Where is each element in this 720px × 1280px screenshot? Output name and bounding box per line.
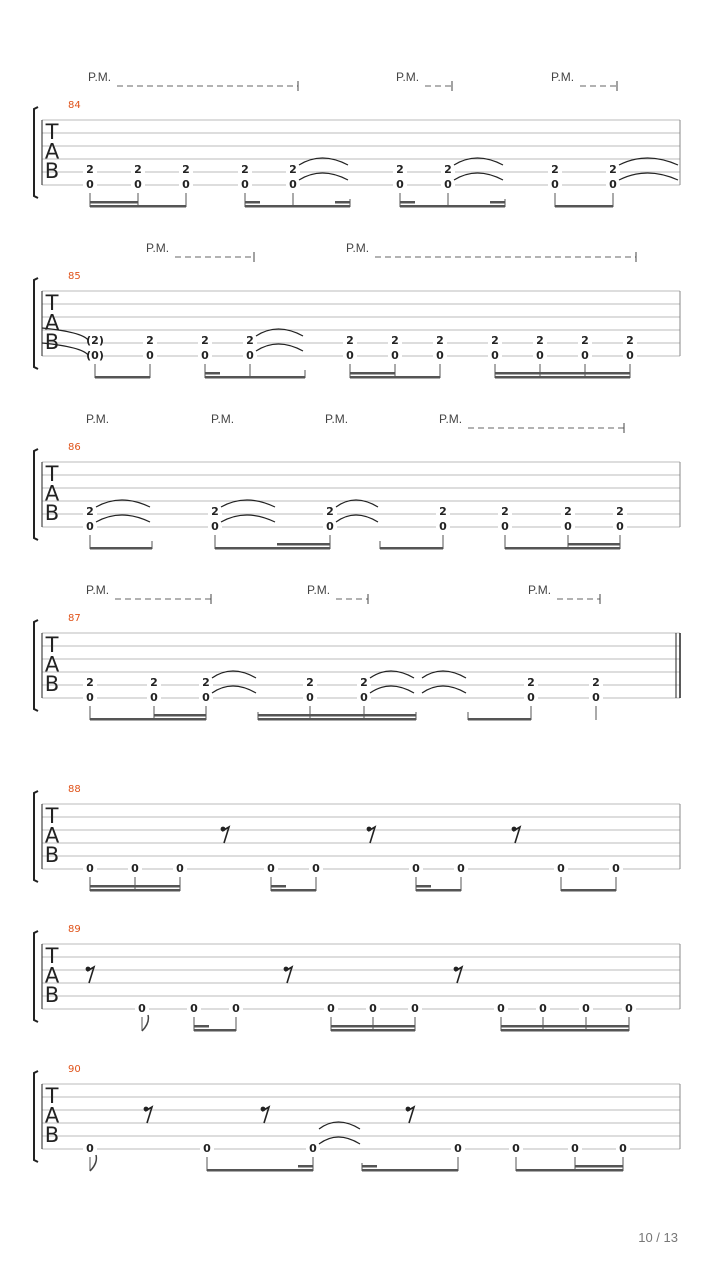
beam [90,205,186,208]
fret-number: 0 [551,178,559,191]
fret-number: 0 [306,691,314,704]
palm-mute-label: P.M. [86,583,110,597]
tab-clef-letter: B [44,983,60,1007]
palm-mute-label: P.M. [211,412,235,426]
fret-number: 0 [201,349,209,362]
fret-number: 0 [211,520,219,533]
fret-number: 2 [491,334,499,347]
beam-partial [400,201,415,204]
tab-clef-letter: T [45,944,59,968]
fret-number: 0 [592,691,600,704]
tie-arc [319,1137,360,1144]
beam-partial [245,201,260,204]
fret-number: 0 [176,862,184,875]
tie-arc [256,344,303,351]
fret-number: 0 [241,178,249,191]
note-flag [90,1155,96,1171]
beam [95,376,150,379]
fret-number: 0 [360,691,368,704]
beam-partial [194,1025,209,1028]
beam-partial [416,885,431,888]
fret-number: 2 [527,676,535,689]
beam-partial [350,372,395,375]
system-bracket [34,931,38,1022]
fret-number: 2 [86,505,94,518]
fret-number: 0 [512,1142,520,1155]
fret-number: 0 [131,862,139,875]
fret-number: 0 [626,349,634,362]
tab-clef-letter: B [44,330,60,354]
beam-secondary [495,372,630,375]
tab-clef-letter: A [44,310,60,335]
fret-number: 0 [491,349,499,362]
page-number: 10 / 13 [638,1230,678,1245]
beam [416,889,461,892]
beam [505,547,620,550]
tab-clef-letter: A [44,963,60,988]
tie-arc [336,515,378,522]
fret-number: 0 [146,349,154,362]
fret-number: 0 [86,862,94,875]
beam-partial [298,1165,313,1168]
fret-number: 0 [86,691,94,704]
beam-partial [575,1165,623,1168]
tab-clef-letter: A [44,139,60,164]
fret-number: 0 [439,520,447,533]
fret-number: 2 [626,334,634,347]
tab-clef-letter: T [45,291,59,315]
beam [205,376,305,379]
tie-arc [221,515,275,522]
fret-number: 2 [246,334,254,347]
fret-number: 0 [138,1002,146,1015]
beam-partial [205,372,220,375]
beam [90,547,152,550]
beam-partial [90,201,138,204]
system-bracket [34,449,38,540]
tie-arc [212,686,256,693]
beam-secondary [258,714,416,717]
tab-clef-letter: A [44,1103,60,1128]
fret-number: 0 [182,178,190,191]
fret-number: 0 [190,1002,198,1015]
tab-clef-letter: B [44,672,60,696]
beam-partial [490,201,505,204]
system-bracket [34,1071,38,1162]
fret-number: 0 [454,1142,462,1155]
tab-system-88 [34,784,680,892]
beam-partial [568,543,620,546]
fret-number: 0 [536,349,544,362]
tab-clef-letter: A [44,652,60,677]
beam-partial [271,885,286,888]
fret-number: 0 [289,178,297,191]
tab-clef-letter: A [44,823,60,848]
tab-system-84 [34,70,680,208]
fret-number: 2 [289,163,297,176]
beam [468,718,531,721]
beam [215,547,330,550]
fret-number: 0 [346,349,354,362]
palm-mute-label: P.M. [88,70,112,84]
fret-number: 0 [326,520,334,533]
palm-mute-label: P.M. [439,412,463,426]
fret-number: 0 [457,862,465,875]
tie-arc [619,173,678,180]
fret-number: 0 [444,178,452,191]
fret-number: (2) [86,334,104,347]
beam [350,376,440,379]
bar-number: 86 [68,442,81,453]
fret-number: 0 [436,349,444,362]
fret-number: 0 [571,1142,579,1155]
tab-clef-letter: T [45,1084,59,1108]
fret-number: 0 [616,520,624,533]
system-bracket [34,620,38,711]
fret-number: 0 [612,862,620,875]
fret-number: 0 [246,349,254,362]
tie-arc [454,173,503,180]
palm-mute-label: P.M. [346,241,370,255]
beam-partial [335,201,350,204]
palm-mute-label: P.M. [307,583,331,597]
tab-clef-letter: B [44,843,60,867]
fret-number: 0 [501,520,509,533]
system-bracket [34,107,38,198]
fret-number: 0 [396,178,404,191]
fret-number: 2 [346,334,354,347]
fret-number: 0 [411,1002,419,1015]
fret-number: 2 [444,163,452,176]
fret-number: 2 [396,163,404,176]
beam-partial [154,714,206,717]
fret-number: 2 [326,505,334,518]
fret-number: 0 [539,1002,547,1015]
fret-number: 2 [564,505,572,518]
fret-number: 2 [436,334,444,347]
beam [516,1169,623,1172]
fret-number: 2 [536,334,544,347]
fret-number: 0 [150,691,158,704]
tab-clef-letter: T [45,804,59,828]
fret-number: 2 [241,163,249,176]
fret-number: 2 [306,676,314,689]
tab-clef-letter: B [44,159,60,183]
fret-number: 2 [211,505,219,518]
fret-number: 2 [202,676,210,689]
beam [258,718,416,721]
fret-number: 2 [182,163,190,176]
fret-number: (0) [86,349,104,362]
tab-clef-letter: T [45,120,59,144]
beam [245,205,350,208]
bar-number: 90 [68,1064,81,1075]
tab-system-86 [34,412,680,550]
bar-number: 88 [68,784,81,795]
fret-number: 2 [439,505,447,518]
tab-system-90 [34,1064,680,1172]
fret-number: 2 [551,163,559,176]
bar-number: 87 [68,613,81,624]
fret-number: 2 [134,163,142,176]
beam-secondary [331,1025,415,1028]
palm-mute-label: P.M. [551,70,575,84]
fret-number: 0 [86,520,94,533]
fret-number: 2 [501,505,509,518]
fret-number: 2 [201,334,209,347]
beam [194,1029,236,1032]
beam [90,889,180,892]
tab-system-87 [34,583,680,721]
tie-arc [370,686,414,693]
fret-number: 0 [134,178,142,191]
beam-secondary [90,885,180,888]
fret-number: 0 [582,1002,590,1015]
beam-secondary [501,1025,629,1028]
fret-number: 2 [391,334,399,347]
beam [90,718,206,721]
fret-number: 0 [412,862,420,875]
fret-number: 2 [616,505,624,518]
fret-number: 2 [146,334,154,347]
fret-number: 0 [369,1002,377,1015]
fret-number: 0 [203,1142,211,1155]
fret-number: 0 [327,1002,335,1015]
palm-mute-label: P.M. [86,412,110,426]
fret-number: 0 [312,862,320,875]
palm-mute-label: P.M. [396,70,420,84]
tie-arc [422,686,466,693]
fret-number: 2 [150,676,158,689]
tab-clef-letter: B [44,501,60,525]
palm-mute-label: P.M. [528,583,552,597]
beam [380,547,443,550]
fret-number: 0 [497,1002,505,1015]
bar-number: 89 [68,924,81,935]
fret-number: 2 [581,334,589,347]
tab-system-89 [34,924,680,1032]
palm-mute-label: P.M. [325,412,349,426]
beam [501,1029,629,1032]
fret-number: 2 [592,676,600,689]
fret-number: 0 [564,520,572,533]
fret-number: 0 [86,1142,94,1155]
fret-number: 0 [86,178,94,191]
fret-number: 2 [86,163,94,176]
tie-arc [96,515,150,522]
fret-number: 0 [557,862,565,875]
tab-clef-letter: T [45,633,59,657]
tab-clef-letter: B [44,1123,60,1147]
beam [362,1169,458,1172]
beam-partial [277,543,330,546]
fret-number: 0 [309,1142,317,1155]
beam [561,889,616,892]
beam [331,1029,415,1032]
beam [555,205,613,208]
tab-clef-letter: A [44,481,60,506]
beam [207,1169,313,1172]
fret-number: 0 [619,1142,627,1155]
fret-number: 0 [581,349,589,362]
fret-number: 0 [609,178,617,191]
system-bracket [34,278,38,369]
fret-number: 2 [86,676,94,689]
bar-number: 85 [68,271,81,282]
beam [400,205,505,208]
fret-number: 0 [625,1002,633,1015]
fret-number: 0 [267,862,275,875]
fret-number: 0 [527,691,535,704]
fret-number: 0 [391,349,399,362]
fret-number: 2 [609,163,617,176]
tab-system-85 [34,241,680,379]
tie-arc [299,173,348,180]
fret-number: 0 [202,691,210,704]
fret-number: 2 [360,676,368,689]
beam [495,376,630,379]
tab-clef-letter: T [45,462,59,486]
palm-mute-label: P.M. [146,241,170,255]
fret-number: 0 [232,1002,240,1015]
note-flag [142,1015,148,1031]
system-bracket [34,791,38,882]
beam [271,889,316,892]
bar-number: 84 [68,100,81,111]
beam-partial [362,1165,377,1168]
